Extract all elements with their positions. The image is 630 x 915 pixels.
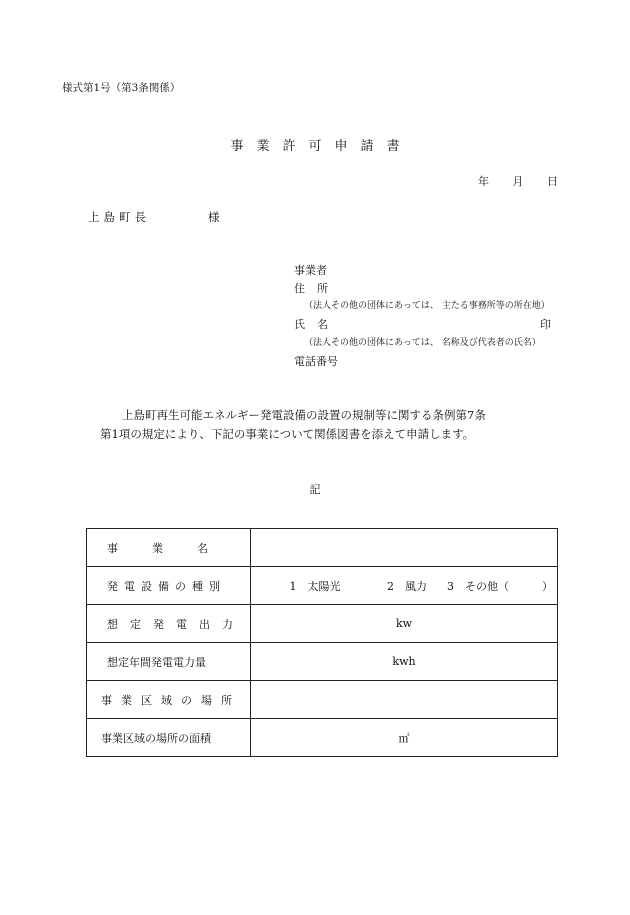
area-field[interactable]: ㎡ <box>251 719 558 757</box>
body-text-line2: 第1項の規定により、下記の事業について関係図書を添えて申請します。 <box>100 427 475 441</box>
option-other[interactable]: 3 その他（ ） <box>447 579 553 593</box>
row-label: 事業区域の場所 <box>101 693 241 707</box>
table-row <box>87 643 558 681</box>
table-row <box>87 529 558 567</box>
phone-label: 電話番号 <box>294 355 338 368</box>
table-row <box>87 719 558 757</box>
row-label-cell <box>87 567 251 605</box>
date-day: 日 <box>547 175 558 188</box>
row-label-cell <box>87 643 251 681</box>
date-month: 月 <box>512 175 524 188</box>
row-label-cell <box>87 605 251 643</box>
row-label-cell <box>87 681 251 719</box>
row-label-cell <box>87 529 251 567</box>
address-note: （法人その他の団体にあっては、 主たる事務所等の所在地） <box>304 301 550 311</box>
addressee-honorific: 様 <box>208 210 220 224</box>
ki-heading: 記 <box>309 483 321 496</box>
row-label: 事業区域の場所の面積 <box>101 731 211 745</box>
row-label: 想定年間発電電力量 <box>107 655 206 669</box>
annual-generation-field[interactable]: kwh <box>251 643 558 681</box>
output-field[interactable]: kw <box>251 605 558 643</box>
row-label-cell <box>87 719 251 757</box>
row-label: 発電設備の種別 <box>107 579 226 593</box>
date-year: 年 <box>478 175 489 188</box>
seal-mark: 印 <box>540 318 551 331</box>
document-title: 事業許可申請書 <box>230 139 413 154</box>
details-table <box>86 528 558 757</box>
addressee-name: 上島町長 <box>88 210 150 224</box>
option-wind[interactable]: 2 風力 <box>387 579 427 593</box>
table-row <box>87 681 558 719</box>
location-field[interactable] <box>251 681 558 719</box>
date-line <box>478 173 558 189</box>
name-note: （法人その他の団体にあっては、 名称及び代表者の氏名） <box>304 338 541 348</box>
table-row <box>87 605 558 643</box>
name-label: 氏名 <box>294 318 340 331</box>
facility-type-field[interactable] <box>251 567 558 605</box>
table-row <box>87 567 558 605</box>
option-solar[interactable]: 1 太陽光 <box>289 579 341 593</box>
address-label: 住所 <box>294 282 340 295</box>
row-label: 事業名 <box>107 541 242 555</box>
facility-type-options <box>263 578 553 594</box>
addressee <box>88 209 220 225</box>
applicant-heading: 事業者 <box>294 264 327 277</box>
form-number: 様式第1号（第3条関係） <box>62 82 181 94</box>
business-name-field[interactable] <box>251 529 558 567</box>
row-label: 想定発電出力 <box>107 617 245 631</box>
body-text-line1: 上島町再生可能エネルギー発電設備の設置の規制等に関する条例第7条 <box>122 408 486 422</box>
